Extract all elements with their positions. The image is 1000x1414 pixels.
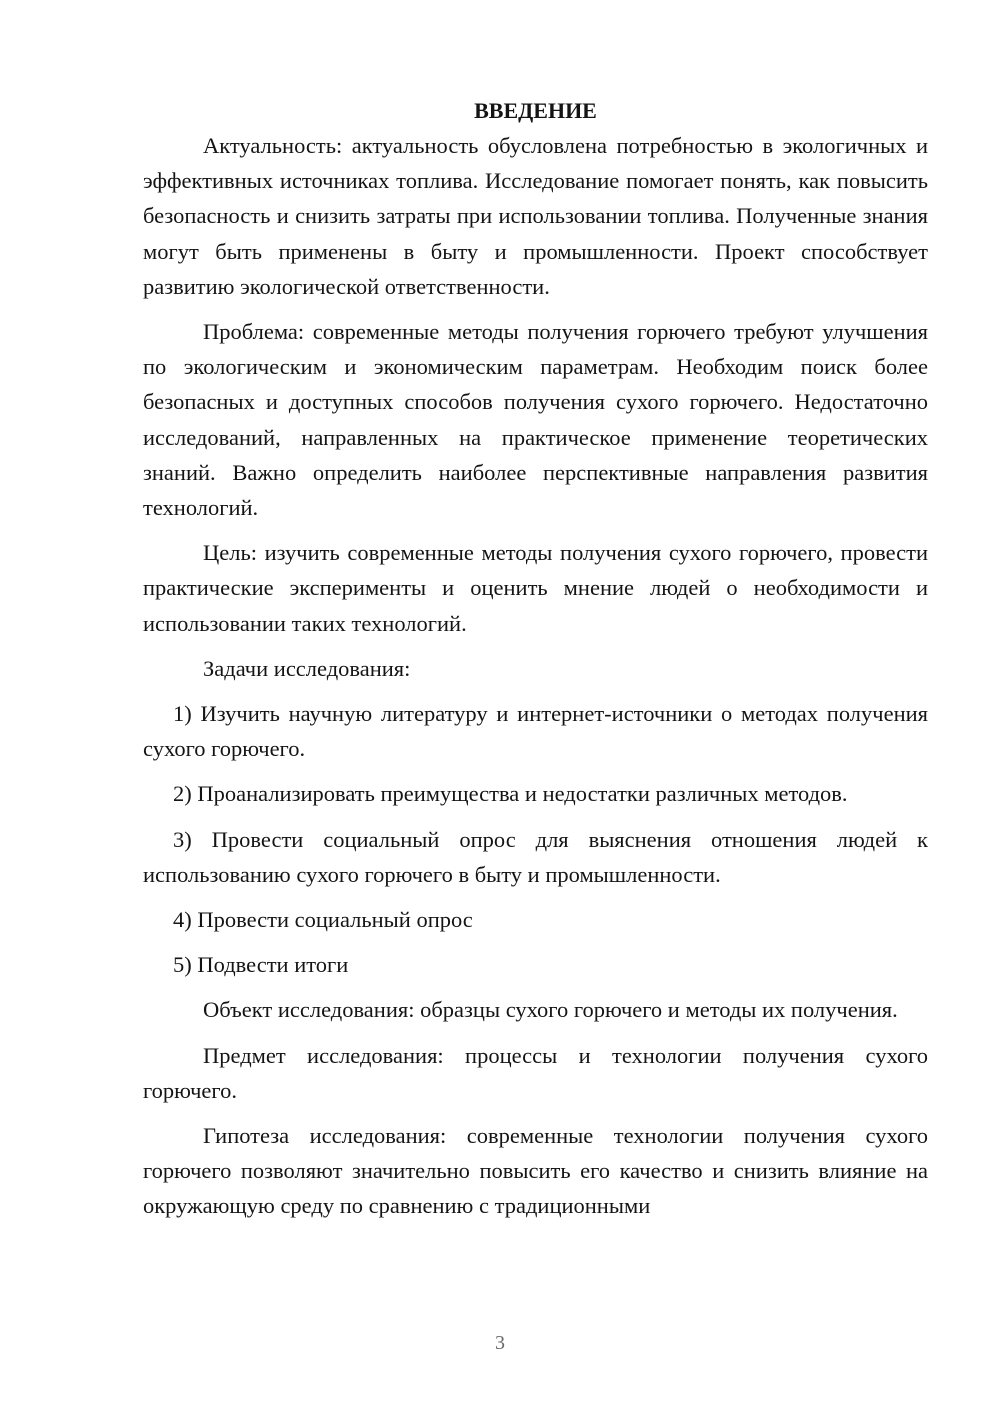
paragraph-goal: Цель: изучить современные методы получения сухого горючего, провести практические эксперименты и оценить мнение людей о необходимости и использовании таких технологий.	[143, 540, 928, 636]
page-number: 3	[495, 1332, 505, 1354]
document-page	[143, 94, 928, 1234]
paragraph-problem: Проблема: современные методы получения горючего требуют улучшения по экологическим и экономическим параметрам. Необходим поиск более безопасных и доступных способов получения сухого горючего. Недостаточно исследований, направленных на практическое применение теоретических знаний. Важно определить наиболее перспективные направления развития технологий.	[143, 319, 928, 521]
task-item-2: 2) Проанализировать преимущества и недостатки различных методов.	[173, 781, 848, 807]
paragraph-object: Объект исследования: образцы сухого горючего и методы их получения.	[203, 997, 898, 1023]
task-item-1: 1) Изучить научную литературу и интернет-источники о методах получения сухого горючего.	[143, 701, 928, 762]
tasks-heading: Задачи исследования:	[203, 655, 411, 681]
paragraph-subject: Предмет исследования: процессы и технологии получения сухого горючего.	[143, 1042, 928, 1103]
task-item-5: 5) Подвести итоги	[173, 952, 349, 978]
paragraph-relevance: Актуальность: актуальность обусловлена потребностью в экологичных и эффективных источниках топлива. Исследование помогает понять, как повысить безопасность и снизить затраты при использовании топлива. Полученные знания могут быть применены в быту и промышленности. Проект способствует развитию экологической ответственности.	[143, 133, 928, 299]
task-item-3: 3) Провести социальный опрос для выяснения отношения людей к использованию сухого горючего в быту и промышленности.	[143, 826, 928, 887]
paragraph-hypothesis: Гипотеза исследования: современные технологии получения сухого горючего позволяют значительно повысить его качество и снизить влияние на окружающую среду по сравнению с традиционными	[143, 1123, 928, 1219]
section-title: ВВЕДЕНИЕ	[474, 98, 597, 123]
task-item-4: 4) Провести социальный опрос	[173, 907, 473, 933]
